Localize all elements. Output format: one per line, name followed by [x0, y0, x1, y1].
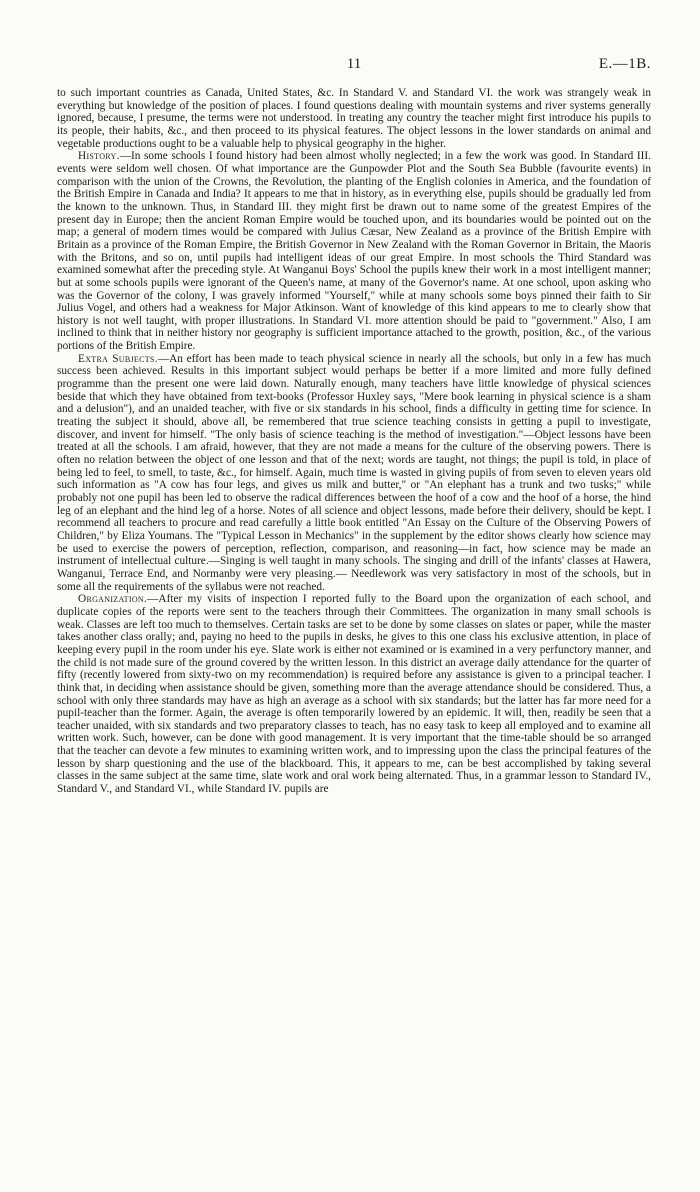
paragraph-text: —In some schools I found history had been almost wholly neglected; in a few the work was good. In Standard III. events were seldom well chosen. Of what importance are the Gunpowder Plot and the South Sea Bubble (favourite events) in comparison with the union of the Crowns, the Revolution, the planting of the English colonies in America, and the foundation of the British Empire in Canada and India? It appears to me that in history, as in everything else, pupils should be gradually led from the known to the unknown. Thus, in Standard III. they might first be drawn out to name some of the greatest Empires of the present day in Europe; then the ancient Roman Empire would be touched upon, and its boundaries would be pointed out on the map; a general of modern times would be compared with Julius Cæsar, New Zealand as a province of the British Empire with Britain as a province of the Roman Empire, the British Governor in New Zealand with the Roman Governor in Britain, the Maoris with the Britons, and so on, until pupils had intelligent ideas of our great Empire. In most schools the Third Standard was examined somewhat after the preceding style. At Wanganui Boys' School the pupils knew their work in a most intelligent manner; but at some schools pupils were ignorant of the Queen's name, at many of the Governor's name. At one school, upon asking who was the Governor of the colony, I was gravely informed "Yourself," while at many schools some boys pinned their faith to Sir Julius Vogel, and others had a weakness for Major Atkinson. Want of knowledge of this kind appears to me to clearly show that history is not well taught, with proper illustrations. In Standard VI. more attention should be paid to "government." Also, I am inclined to think that in neither history nor geography is sufficient importance attached to the growth, position, &c., of the various portions of the British Empire. [57, 150, 651, 353]
paragraph-organization [57, 593, 651, 796]
page-number: 11 [346, 56, 362, 72]
paragraph-geography-continued [57, 87, 651, 150]
paragraph-text: —After my visits of inspection I reported fully to the Board upon the organization of each school, and duplicate copies of the reports were sent to the teachers through their Committees. The organization in many small schools is weak. Classes are left too much to themselves. Certain tasks are set to be done by some classes on slates or paper, while the master takes another class orally; and, paying no heed to the pupils in desks, he gives to this one class his exclusive attention, in place of keeping every pupil in the room under his eye. Slate work is either not examined or is examined in a very perfunctory manner, and the child is not made sure of the ground covered by the written lesson. In this district an average daily attendance for the quarter of fifty (recently lowered from sixty-two on my recommendation) is required before any assistance is given to a principal teacher. I think that, in deciding when assistance should be given, something more than the average attendance should be considered. Thus, a school with only three standards may have as high an average as a school with six standards; but the latter has far more need for a pupil-teacher than the former. Again, the average is often temporarily lowered by an epidemic. It will, then, readily be seen that a teacher unaided, with six standards and two preparatory classes to teach, has no easy task to keep all employed and to examine all written work. Such, however, can be done with good management. It is very important that the time-table should be so arranged that the teacher can devote a few minutes to examining written work, and to impressing upon the class the principal features of the lesson by sharp questioning and the use of the blackboard. This, it appears to me, can be best accomplished by taking several classes in the same subject at the same time, slate work and oral work being alternated. Thus, in a grammar lesson to Standard IV., Standard V., and Standard VI., while Standard IV. pupils are [57, 593, 651, 796]
document-reference: E.—1B. [598, 56, 651, 72]
page-header [57, 56, 651, 78]
paragraph-text: to such important countries as Canada, United States, &c. In Standard V. and Standard VI. the work was strangely weak in everything but knowledge of the position of places. I found questions dealing with mountain systems and river systems generally ignored, because, I presume, the terms were not understood. In treating any country the teacher might first introduce his pupils to its people, their habits, &c., and then proceed to its physical features. The object lessons in the lower standards on animal and vegetable productions ought to be a valuable help to physical geography in the higher. [57, 87, 651, 150]
paragraph-history [57, 150, 651, 353]
section-heading-extra-subjects: Extra Subjects. [78, 352, 158, 365]
section-heading-history: History. [78, 150, 120, 163]
paragraph-text: —An effort has been made to teach physical science in nearly all the schools, but only in a few has much success been achieved. Results in this important subject would perhaps be better if a more limited and more fully defined programme than the present one were laid down. Naturally enough, many teachers have little knowledge of physical sciences beside that which they have obtained from text-books (Professor Huxley says, "Mere book learning in physical science is a sham and a delusion"), and an unaided teacher, with five or six standards in his school, finds a difficulty in getting time for science. In treating the subject it should, above all, be remembered that true science teaching consists in getting a pupil to investigate, discover, and invent for himself. "The only basis of science teaching is the method of investigation."—Object lessons have been treated at all the schools. I am afraid, however, that they are not made a means for the culture of the observing powers. There is often no relation between the object of one lesson and that of the next; words are taught, not things; the pupil is told, in place of being led to feel, to smell, to taste, &c., for himself. Again, much time is wasted in giving pupils of from seven to eleven years old such information as "A cow has four legs, and gives us milk and butter," or "An elephant has a trunk and two tusks;" while probably not one pupil has been led to observe the radical differences between the hoof of a cow and the hoof of a horse, the hind leg of an elephant and the hind leg of a horse. Notes of all science and object lessons, made before their delivery, should be kept. I recommend all teachers to procure and read carefully a little book entitled "An Essay on the Culture of the Observing Powers of Children," by Eliza Youmans. The "Typical Lesson in Mechanics" in the supplement by the editor shows clearly how science may be used to exercise the powers of perception, reflection, comparison, and reasoning—in fact, how science may be made an instrument of intellectual culture.—Singing is well taught in many schools. The singing and drill of the infants' classes at Hawera, Wanganui, Terrace End, and Normanby were very pleasing.— Needlework was very satisfactory in most of the schools, but in some all the requirements of the syllabus were not reached. [57, 352, 651, 593]
section-heading-organization: Organization. [78, 593, 148, 606]
paragraph-extra-subjects [57, 353, 651, 593]
body-text [57, 87, 651, 796]
